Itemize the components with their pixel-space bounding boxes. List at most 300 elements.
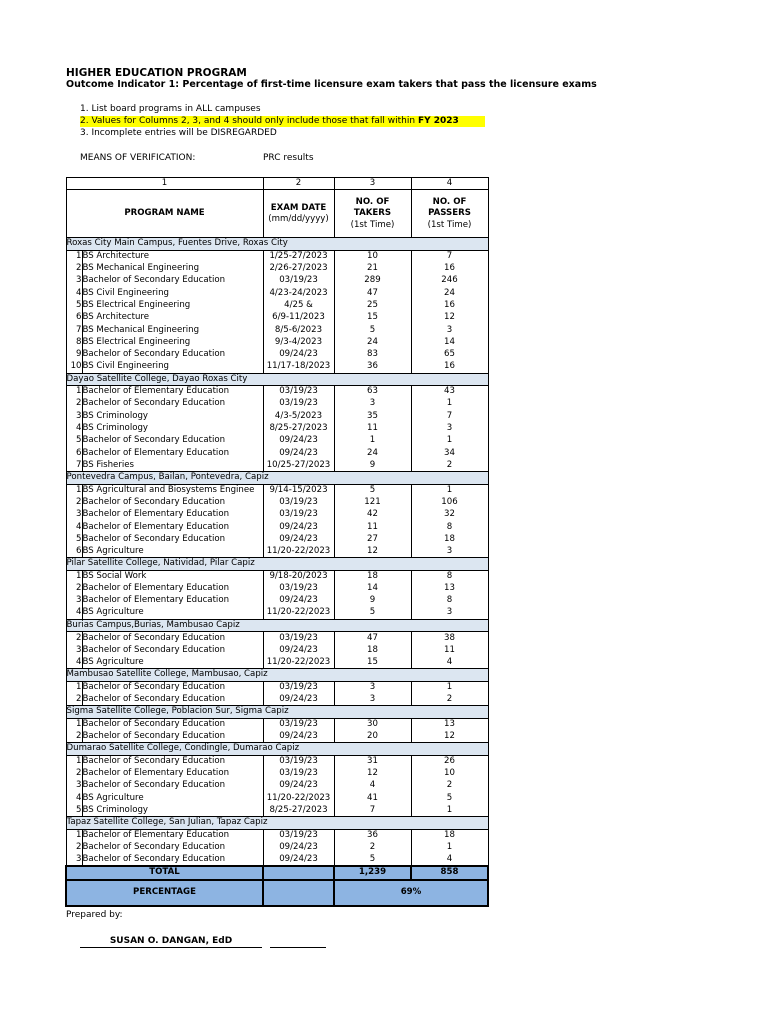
program-number: 7 — [66, 459, 82, 471]
column-number-row — [66, 178, 488, 190]
program-name: Bachelor of Secondary Education — [82, 731, 263, 743]
program-row — [66, 829, 488, 841]
header-passers-sub: (1st Time) — [427, 219, 472, 230]
takers-count: 42 — [334, 509, 411, 521]
program-name: BS Civil Engineering — [82, 361, 263, 373]
passers-count: 18 — [411, 829, 488, 841]
program-row — [66, 336, 488, 348]
takers-count: 24 — [334, 336, 411, 348]
passers-count: 2 — [411, 459, 488, 471]
takers-count: 3 — [334, 398, 411, 410]
passers-count: 16 — [411, 361, 488, 373]
campus-name: Tapaz Satellite College, San Julian, Tapaz Capiz — [66, 817, 488, 829]
signatory-name: SUSAN O. DANGAN, EdD — [80, 936, 262, 948]
passers-count: 2 — [411, 694, 488, 706]
takers-count: 15 — [334, 657, 411, 669]
program-row — [66, 521, 488, 533]
program-name: Bachelor of Elementary Education — [82, 509, 263, 521]
takers-count: 3 — [334, 681, 411, 693]
takers-count: 12 — [334, 546, 411, 558]
exam-date: 6/9-11/2023 — [263, 312, 334, 324]
takers-count: 30 — [334, 718, 411, 730]
exam-date: 09/24/23 — [263, 841, 334, 853]
exam-date: 03/19/23 — [263, 386, 334, 398]
program-row — [66, 398, 488, 410]
passers-count: 24 — [411, 287, 488, 299]
exam-date: 03/19/23 — [263, 718, 334, 730]
exam-date: 09/24/23 — [263, 694, 334, 706]
passers-count: 14 — [411, 336, 488, 348]
program-number: 2 — [66, 768, 82, 780]
exam-date: 11/20-22/2023 — [263, 792, 334, 804]
instruction-2-highlight — [80, 116, 485, 127]
program-name: Bachelor of Elementary Education — [82, 595, 263, 607]
program-number: 2 — [66, 398, 82, 410]
program-name: BS Criminology — [82, 423, 263, 435]
passers-count: 3 — [411, 324, 488, 336]
total-row — [66, 866, 488, 880]
program-name: Bachelor of Secondary Education — [82, 275, 263, 287]
program-row — [66, 484, 488, 496]
takers-count: 21 — [334, 263, 411, 275]
program-row — [66, 595, 488, 607]
exam-date: 09/24/23 — [263, 780, 334, 792]
passers-count: 10 — [411, 768, 488, 780]
header-exam-date-label: EXAM DATE — [270, 202, 327, 213]
total-date-empty — [263, 866, 334, 880]
passers-count: 32 — [411, 509, 488, 521]
program-name: BS Civil Engineering — [82, 287, 263, 299]
program-row — [66, 792, 488, 804]
passers-count: 7 — [411, 250, 488, 262]
header-passers-label: NO. OF PASSERS — [428, 196, 471, 219]
takers-count: 11 — [334, 521, 411, 533]
exam-date: 03/19/23 — [263, 681, 334, 693]
takers-count: 3 — [334, 694, 411, 706]
header-takers — [334, 190, 411, 238]
takers-count: 36 — [334, 361, 411, 373]
program-name: BS Agriculture — [82, 607, 263, 619]
program-name: Bachelor of Secondary Education — [82, 435, 263, 447]
column-number-1: 1 — [66, 178, 263, 190]
exam-date: 8/25-27/2023 — [263, 423, 334, 435]
program-number: 4 — [66, 607, 82, 619]
program-number: 3 — [66, 410, 82, 422]
passers-count: 2 — [411, 780, 488, 792]
passers-count: 106 — [411, 496, 488, 508]
passers-count: 13 — [411, 718, 488, 730]
program-name: BS Criminology — [82, 410, 263, 422]
exam-date: 09/24/23 — [263, 854, 334, 866]
takers-count: 27 — [334, 533, 411, 545]
program-number: 3 — [66, 595, 82, 607]
program-name: BS Architecture — [82, 312, 263, 324]
program-row — [66, 583, 488, 595]
program-number: 1 — [66, 484, 82, 496]
program-number: 4 — [66, 657, 82, 669]
campus-row — [66, 817, 488, 829]
takers-count: 31 — [334, 755, 411, 767]
takers-count: 5 — [334, 484, 411, 496]
program-name: BS Mechanical Engineering — [82, 324, 263, 336]
passers-count: 1 — [411, 484, 488, 496]
program-row — [66, 755, 488, 767]
program-number: 5 — [66, 435, 82, 447]
program-number: 4 — [66, 521, 82, 533]
exam-date: 03/19/23 — [263, 275, 334, 287]
total-passers: 858 — [411, 866, 488, 880]
program-number: 1 — [66, 570, 82, 582]
program-name: BS Agriculture — [82, 546, 263, 558]
total-label: TOTAL — [66, 866, 263, 880]
exam-date: 09/24/23 — [263, 521, 334, 533]
program-number: 1 — [66, 386, 82, 398]
exam-date: 1/25-27/2023 — [263, 250, 334, 262]
campus-row — [66, 620, 488, 632]
program-number: 1 — [66, 755, 82, 767]
column-number-4: 4 — [411, 178, 488, 190]
takers-count: 2 — [334, 841, 411, 853]
passers-count: 3 — [411, 423, 488, 435]
exam-date: 11/20-22/2023 — [263, 607, 334, 619]
passers-count: 1 — [411, 681, 488, 693]
header-passers — [411, 190, 488, 238]
program-name: Bachelor of Secondary Education — [82, 841, 263, 853]
program-name: Bachelor of Elementary Education — [82, 829, 263, 841]
program-row — [66, 841, 488, 853]
percentage-row — [66, 880, 488, 906]
program-number: 6 — [66, 312, 82, 324]
program-name: BS Architecture — [82, 250, 263, 262]
program-number: 2 — [66, 632, 82, 644]
prepared-by-label: Prepared by: — [66, 910, 123, 920]
takers-count: 11 — [334, 423, 411, 435]
takers-count: 18 — [334, 570, 411, 582]
program-number: 3 — [66, 854, 82, 866]
passers-count: 1 — [411, 804, 488, 816]
campus-name: Pilar Satellite College, Natividad, Pilar Capiz — [66, 558, 488, 570]
verification-value: PRC results — [263, 153, 314, 163]
exam-date: 09/24/23 — [263, 595, 334, 607]
exam-date: 11/20-22/2023 — [263, 546, 334, 558]
passers-count: 246 — [411, 275, 488, 287]
passers-count: 65 — [411, 349, 488, 361]
takers-count: 24 — [334, 447, 411, 459]
program-row — [66, 570, 488, 582]
passers-count: 4 — [411, 657, 488, 669]
campus-name: Roxas City Main Campus, Fuentes Drive, Roxas City — [66, 238, 488, 250]
program-row — [66, 312, 488, 324]
program-name: BS Agriculture — [82, 657, 263, 669]
instruction-3: 3. Incomplete entries will be DISREGARDED — [80, 128, 277, 138]
program-number: 2 — [66, 841, 82, 853]
passers-count: 18 — [411, 533, 488, 545]
passers-count: 26 — [411, 755, 488, 767]
campus-row — [66, 706, 488, 718]
program-number: 3 — [66, 644, 82, 656]
program-row — [66, 694, 488, 706]
exam-date: 10/25-27/2023 — [263, 459, 334, 471]
exam-date: 03/19/23 — [263, 755, 334, 767]
exam-date: 03/19/23 — [263, 509, 334, 521]
header-takers-label: NO. OF TAKERS — [353, 196, 392, 219]
program-name: BS Mechanical Engineering — [82, 263, 263, 275]
program-number: 1 — [66, 681, 82, 693]
program-number: 3 — [66, 780, 82, 792]
takers-count: 9 — [334, 459, 411, 471]
header-takers-sub: (1st Time) — [350, 219, 395, 230]
takers-count: 47 — [334, 632, 411, 644]
program-row — [66, 361, 488, 373]
takers-count: 83 — [334, 349, 411, 361]
takers-count: 5 — [334, 854, 411, 866]
passers-count: 8 — [411, 521, 488, 533]
program-name: Bachelor of Secondary Education — [82, 718, 263, 730]
takers-count: 41 — [334, 792, 411, 804]
program-number: 1 — [66, 718, 82, 730]
program-name: Bachelor of Elementary Education — [82, 521, 263, 533]
takers-count: 35 — [334, 410, 411, 422]
program-row — [66, 275, 488, 287]
program-number: 1 — [66, 829, 82, 841]
program-name: Bachelor of Secondary Education — [82, 533, 263, 545]
exam-date: 4/3-5/2023 — [263, 410, 334, 422]
takers-count: 9 — [334, 595, 411, 607]
campus-name: Dumarao Satellite College, Condingle, Dumarao Capiz — [66, 743, 488, 755]
verification-label: MEANS OF VERIFICATION: — [80, 153, 196, 163]
program-number: 6 — [66, 546, 82, 558]
program-name: BS Agricultural and Biosystems Enginee — [82, 484, 263, 496]
program-row — [66, 386, 488, 398]
program-row — [66, 718, 488, 730]
program-row — [66, 546, 488, 558]
exam-date: 2/26-27/2023 — [263, 263, 334, 275]
exam-date: 03/19/23 — [263, 496, 334, 508]
program-name: BS Agriculture — [82, 792, 263, 804]
program-row — [66, 632, 488, 644]
campus-name: Burias Campus,Burias, Mambusao Capiz — [66, 620, 488, 632]
header-exam-date — [263, 190, 334, 238]
passers-count: 16 — [411, 263, 488, 275]
takers-count: 18 — [334, 644, 411, 656]
program-name: BS Electrical Engineering — [82, 300, 263, 312]
program-number: 9 — [66, 349, 82, 361]
program-name: Bachelor of Secondary Education — [82, 398, 263, 410]
takers-count: 4 — [334, 780, 411, 792]
column-number-3: 3 — [334, 178, 411, 190]
campus-row — [66, 472, 488, 484]
exam-date: 03/19/23 — [263, 632, 334, 644]
exam-date: 03/19/23 — [263, 768, 334, 780]
passers-count: 43 — [411, 386, 488, 398]
program-row — [66, 804, 488, 816]
passers-count: 1 — [411, 398, 488, 410]
column-number-2: 2 — [263, 178, 334, 190]
takers-count: 20 — [334, 731, 411, 743]
program-number: 7 — [66, 324, 82, 336]
page-title: HIGHER EDUCATION PROGRAM — [66, 67, 247, 79]
takers-count: 36 — [334, 829, 411, 841]
instruction-2 — [80, 116, 485, 126]
program-number: 1 — [66, 250, 82, 262]
passers-count: 4 — [411, 854, 488, 866]
program-name: Bachelor of Secondary Education — [82, 632, 263, 644]
program-row — [66, 435, 488, 447]
program-number: 8 — [66, 336, 82, 348]
program-row — [66, 496, 488, 508]
program-number: 2 — [66, 583, 82, 595]
percentage-date-empty — [263, 880, 334, 906]
takers-count: 63 — [334, 386, 411, 398]
takers-count: 14 — [334, 583, 411, 595]
program-number: 3 — [66, 509, 82, 521]
program-number: 10 — [66, 361, 82, 373]
campus-row — [66, 669, 488, 681]
program-name: Bachelor of Secondary Education — [82, 349, 263, 361]
signature-date-line — [270, 936, 326, 948]
program-name: BS Criminology — [82, 804, 263, 816]
exam-date: 09/24/23 — [263, 533, 334, 545]
program-number: 2 — [66, 496, 82, 508]
program-name: Bachelor of Secondary Education — [82, 694, 263, 706]
program-name: Bachelor of Elementary Education — [82, 768, 263, 780]
campus-row — [66, 743, 488, 755]
program-number: 4 — [66, 792, 82, 804]
exam-date: 09/24/23 — [263, 349, 334, 361]
program-row — [66, 250, 488, 262]
percentage-label: PERCENTAGE — [66, 880, 263, 906]
campus-name: Dayao Satellite College, Dayao Roxas City — [66, 373, 488, 385]
program-row — [66, 459, 488, 471]
passers-count: 12 — [411, 312, 488, 324]
passers-count: 1 — [411, 435, 488, 447]
takers-count: 15 — [334, 312, 411, 324]
exam-date: 09/24/23 — [263, 731, 334, 743]
exam-date: 9/18-20/2023 — [263, 570, 334, 582]
program-row — [66, 423, 488, 435]
exam-date: 11/17-18/2023 — [263, 361, 334, 373]
takers-count: 5 — [334, 324, 411, 336]
header-program-name: PROGRAM NAME — [66, 190, 263, 238]
program-name: Bachelor of Secondary Education — [82, 681, 263, 693]
licensure-table — [65, 177, 489, 907]
program-row — [66, 287, 488, 299]
program-row — [66, 410, 488, 422]
campus-name: Mambusao Satellite College, Mambusao, Capiz — [66, 669, 488, 681]
program-name: Bachelor of Secondary Education — [82, 755, 263, 767]
exam-date: 09/24/23 — [263, 435, 334, 447]
program-number: 4 — [66, 287, 82, 299]
program-number: 5 — [66, 804, 82, 816]
program-row — [66, 263, 488, 275]
takers-count: 289 — [334, 275, 411, 287]
campus-name: Pontevedra Campus, Bailan, Pontevedra, Capiz — [66, 472, 488, 484]
campus-name: Sigma Satellite College, Poblacion Sur, Sigma Capiz — [66, 706, 488, 718]
passers-count: 8 — [411, 595, 488, 607]
program-row — [66, 349, 488, 361]
program-number: 6 — [66, 447, 82, 459]
exam-date: 4/25 & — [263, 300, 334, 312]
exam-date: 11/20-22/2023 — [263, 657, 334, 669]
program-row — [66, 509, 488, 521]
campus-row — [66, 373, 488, 385]
program-name: Bachelor of Secondary Education — [82, 854, 263, 866]
program-row — [66, 447, 488, 459]
passers-count: 1 — [411, 841, 488, 853]
passers-count: 3 — [411, 607, 488, 619]
passers-count: 7 — [411, 410, 488, 422]
takers-count: 5 — [334, 607, 411, 619]
header-exam-date-format: (mm/dd/yyyy) — [268, 213, 329, 224]
takers-count: 47 — [334, 287, 411, 299]
program-row — [66, 854, 488, 866]
program-name: BS Electrical Engineering — [82, 336, 263, 348]
program-name: Bachelor of Elementary Education — [82, 583, 263, 595]
passers-count: 13 — [411, 583, 488, 595]
exam-date: 03/19/23 — [263, 829, 334, 841]
exam-date: 03/19/23 — [263, 583, 334, 595]
program-row — [66, 324, 488, 336]
passers-count: 5 — [411, 792, 488, 804]
exam-date: 4/23-24/2023 — [263, 287, 334, 299]
program-row — [66, 681, 488, 693]
total-takers: 1,239 — [334, 866, 411, 880]
page-subtitle: Outcome Indicator 1: Percentage of first-time licensure exam takers that pass the licensure exams — [66, 79, 597, 90]
exam-date: 9/3-4/2023 — [263, 336, 334, 348]
program-row — [66, 731, 488, 743]
program-name: BS Social Work — [82, 570, 263, 582]
program-row — [66, 768, 488, 780]
program-number: 2 — [66, 263, 82, 275]
instruction-2-text: 2. Values for Columns 2, 3, and 4 should only include those that fall within — [80, 116, 418, 126]
takers-count: 10 — [334, 250, 411, 262]
program-row — [66, 607, 488, 619]
takers-count: 121 — [334, 496, 411, 508]
table-body — [66, 178, 488, 867]
passers-count: 8 — [411, 570, 488, 582]
program-row — [66, 300, 488, 312]
program-number: 3 — [66, 275, 82, 287]
passers-count: 12 — [411, 731, 488, 743]
exam-date: 8/25-27/2023 — [263, 804, 334, 816]
program-row — [66, 780, 488, 792]
exam-date: 8/5-6/2023 — [263, 324, 334, 336]
program-number: 2 — [66, 731, 82, 743]
program-name: Bachelor of Elementary Education — [82, 447, 263, 459]
passers-count: 16 — [411, 300, 488, 312]
program-number: 4 — [66, 423, 82, 435]
passers-count: 38 — [411, 632, 488, 644]
passers-count: 3 — [411, 546, 488, 558]
takers-count: 1 — [334, 435, 411, 447]
program-row — [66, 533, 488, 545]
exam-date: 03/19/23 — [263, 398, 334, 410]
program-name: Bachelor of Secondary Education — [82, 644, 263, 656]
program-number: 2 — [66, 694, 82, 706]
program-row — [66, 657, 488, 669]
instruction-1: 1. List board programs in ALL campuses — [80, 104, 261, 114]
takers-count: 7 — [334, 804, 411, 816]
program-name: Bachelor of Secondary Education — [82, 780, 263, 792]
instruction-2-fy: FY 2023 — [417, 116, 459, 126]
passers-count: 11 — [411, 644, 488, 656]
takers-count: 25 — [334, 300, 411, 312]
program-name: BS Fisheries — [82, 459, 263, 471]
percentage-value: 69% — [334, 880, 488, 906]
passers-count: 34 — [411, 447, 488, 459]
exam-date: 09/24/23 — [263, 644, 334, 656]
campus-row — [66, 238, 488, 250]
